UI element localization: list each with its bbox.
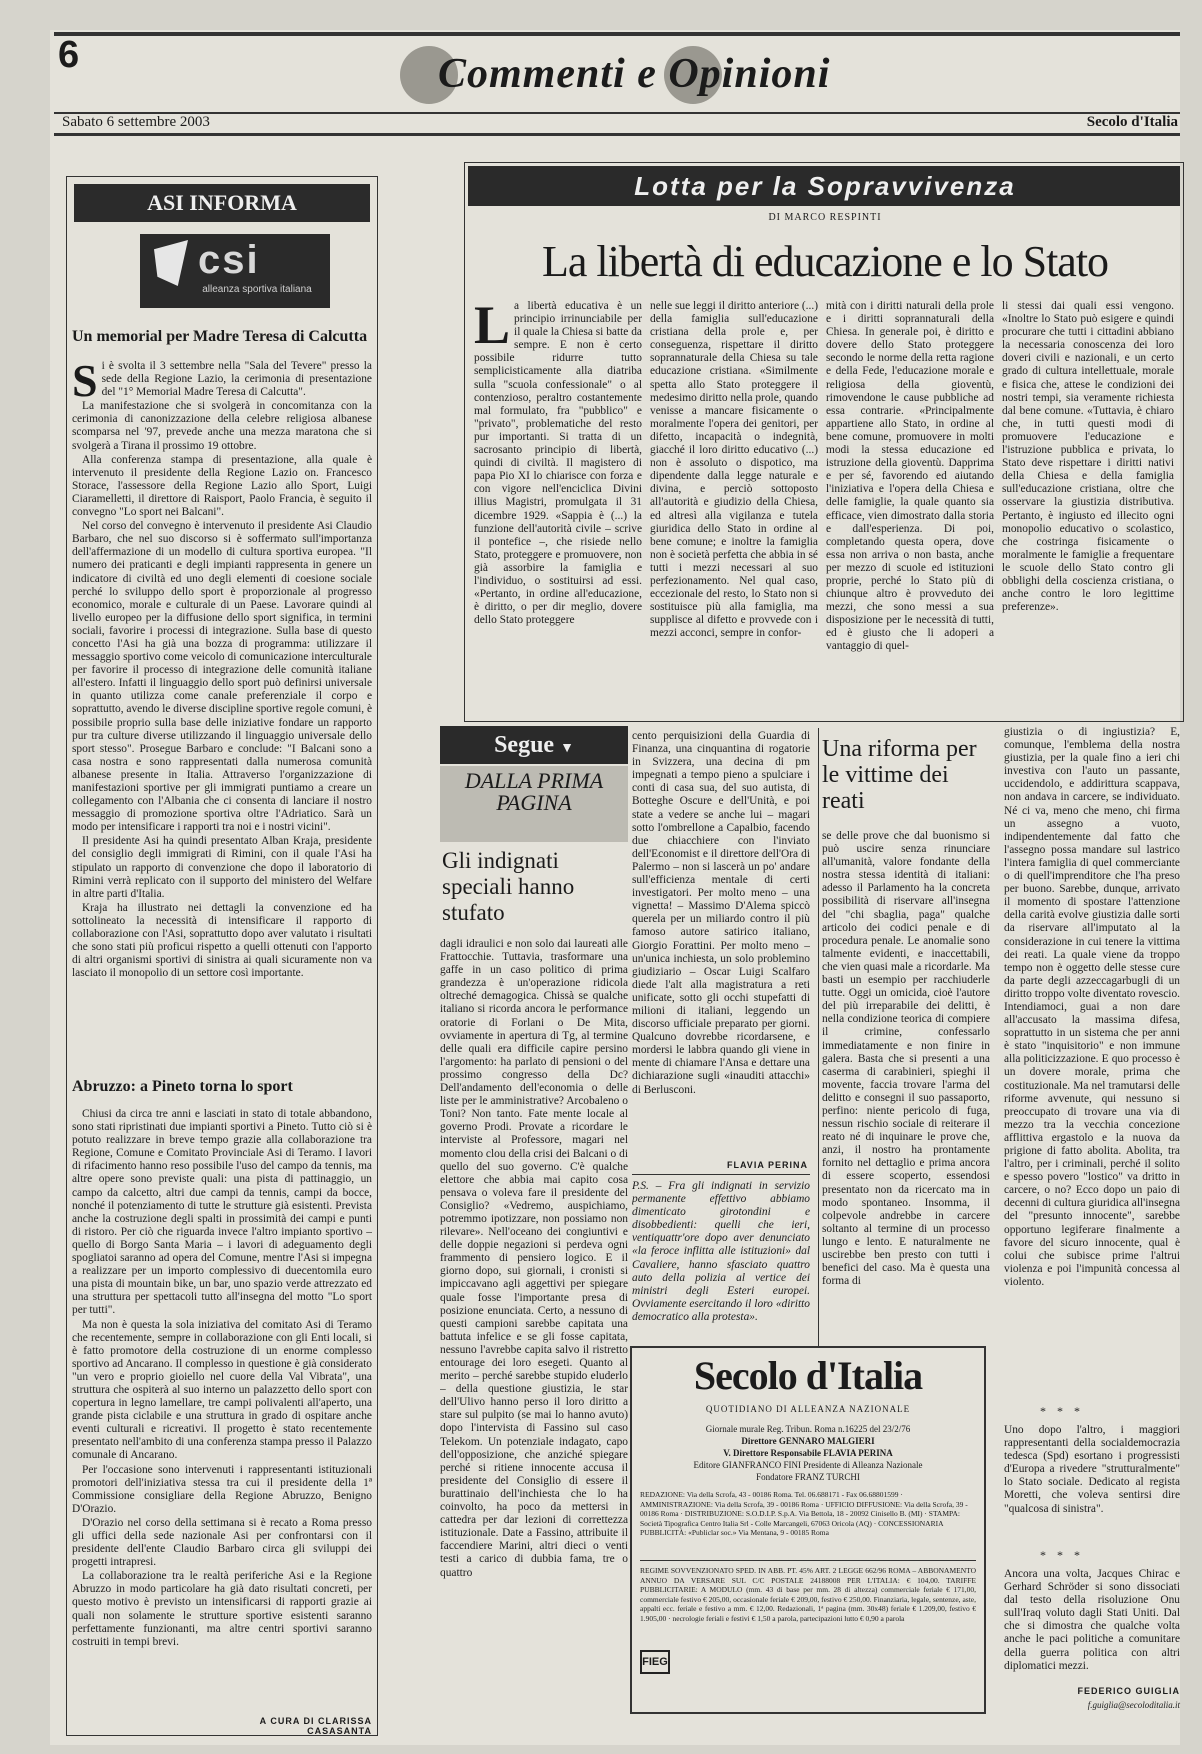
segue-signature: FLAVIA PERINA <box>726 1160 808 1170</box>
column-text: cento perquisizioni della Guardia di Finanza, una cinquantina di rogatorie in Svizzera, una decina di pm impegnati a tempo pieno a spulciare i conti di casa sua, del suo autista, di Botteghe Oscure e dell'Unità, e poi state a vedere se anche lui – magari sotto l'ombrellone a Capalbio, facendo due chiacchiere con l'inviato dell'Economist e il direttore dell'Ora di Palermo – non si lascerà un po' andare sull'efficienza mentale di certi investigatori. Per molto meno – una vignetta! – Massimo D'Alema spiccò querela per un miliardo contro il più famoso autore satirico italiano, Giorgio Forattini. Per molto meno – un'unica inchiesta, un solo problemino giudiziario – Oscar Luigi Scalfaro diede l'alt alla magistratura a reti unificate, sotto gli occhi stupefatti di milioni di italiani, leggendo un discorso ufficiale preparato per giorni. Qualcuno dovrebbe ricordarsene, e mordersi le labbra quando gli viene in mente di chiamare l'Ansa e dettare una dichiarazione sugli «inauditi attacchi» di Berlusconi. <box>632 730 810 1096</box>
paragraph: Nel corso del convegno è intervenuto il presidente Asi Claudio Barbaro, che nel suo discorso si è soffermato sull'importanza dell'affermazione di un modello di cultura sportiva europea. "Il numero dei praticanti e degli impianti rappresenta in genere un indicatore di civiltà ed uno degli elementi di coesione sociale perché lo sviluppo dello sport è proporzionale al progresso economico, morale e culturale di un Paese. Lavorare quindi al livello europeo per la diffusione dello sport significa, in termini sociali, favorire i processi di integrazione. Sulla base di questo concetto l'Asi ha già una bozza di programma: utilizzare il messaggio sportivo come veicolo di comunicazione interculturale per favorire il processo di integrazione delle comunità italiane all'estero. Infatti il linguaggio dello sport può definirsi universale in quanto utilizza come canale preferenziale il corpo e soprattutto, avendo le diverse discipline sportive regole comuni, è possibile proprio sulla base delle iniziative fondare un rapporto pur tra culture diverse utilizzando il linguaggio universale dello sport stesso". Prosegue Barbaro e conclude: "I Balcani sono a casa nostra e sono rappresentati dalla numerosa comunità albanese presente in Italia. Attraverso l'organizzazione di manifestazioni sportive per gli immigrati puntiamo a creare un collegamento con l'Albania che ci consenta di lanciare il nostro messaggio di promozione sportiva oltre l'Adriatico. Sarà un modo per intensificare i rapporti tra noi e i nostri vicini". <box>72 520 372 834</box>
column-text: Ancora una volta, Jacques Chirac e Gerhard Schröder si sono dissociati dal testo della risoluzione Onu sull'Iraq voluto dagli Stati Uniti. Dal che si dimostra che qualche volta anche le paci politiche a comunitare della guerra politica con altri diplomatici mezzi. <box>1004 1568 1180 1672</box>
asi-logo-mark: csi <box>198 238 260 282</box>
asi-logo-tag: alleanza sportiva italiana <box>202 284 312 295</box>
column-divider <box>818 728 819 1348</box>
riforma-column-3 <box>1004 1424 1180 1540</box>
segue-column-2 <box>632 730 810 1158</box>
column-text: a libertà educativa è un principio irrinunciabile per il quale la Chiesa si batte da sempre. E non è certo possibile ridurre tutto semplicisticamente alla diatriba sulla "scuola confessionale" o al contenzioso, peraltro costantemente mal formulato, fra "pubblico" e "privato", problematiche del resto pur importanti. Si tratta di un sacrosanto principio di libertà, quindi di civiltà. Il magistero di papa Pio XI lo chiarisce con forza e con vigore nell'enciclica Divini illius Magistri, promulgata il 31 dicembre 1929. «Sappia è (...) la funzione dell'autorità civile – scrive il pontefice –, che risiede nello Stato, proteggere e promuovere, non già assorbire la famiglia e l'individuo, o sostituirsi ad essi. «Pertanto, in ordine all'educazione, è diritto, o per dir meglio, dovere dello Stato proteggere <box>474 300 642 627</box>
section-masthead <box>400 40 860 110</box>
segue-banner <box>440 726 628 764</box>
feature-title: La libertà di educazione e lo Stato <box>541 237 1109 286</box>
segue-postscript <box>632 1180 810 1330</box>
section-title: Commenti e Opinioni <box>438 51 831 97</box>
drop-cap: L <box>474 300 511 355</box>
colophon-title: Secolo d'Italia <box>693 1353 923 1398</box>
feature-kicker: Lotta per la Sopravvivenza <box>634 171 1016 201</box>
column-text: mità con i diritti naturali della prole e i diritti soprannaturali della Chiesa. In generale poi, è diritto e dovere dello Stato proteggere secondo le norme della retta ragione e della Fede, l'educazione morale e religiosa della gioventù, rimovendone le cause pubbliche ad essa contrarie. «Principalmente appartiene allo Stato, in ordine al bene comune, promuovere in molti modi la stessa educazione ed istruzione della gioventù. Dapprima e per sé, favorendo ed aiutando l'iniziativa e l'opera della Chiesa e delle famiglie, la quale quanto sia efficace, vien dimostrato dalla storia e dall'esperienza. Di poi, completando questa opera, dove essa non arriva o non basta, anche per mezzo di scuole ed istituzioni proprie, perché lo Stato più di chiunque altro è provveduto dei mezzi, che sono messi a sua disposizione per le necessità di tutti, ed è giusto che li adoperi a vantaggio di quel- <box>826 300 994 653</box>
segue-column-1 <box>440 938 628 1714</box>
from-front-page-label: DALLA PRIMA PAGINA <box>440 766 628 842</box>
colophon-details: REDAZIONE: Via della Scrofa, 43 - 00186 Roma. Tel. 06.688171 - Fax 06.68801599 · AMMINISTRAZIONE: Via della Scrofa, 39 - 00186 Roma · UFFICIO DIFFUSIONE: Via della Scrofa, 39 - 00186 Roma · DISTRIBUZIONE: S.O.D.I.P. S.p.A. Via Bettola, 18 - 20092 Cinisello B. (MI) · STAMPA: Società Tipografica Centro Italia Srl - Colle Marcangeli, 67063 Oricola (AQ) · CONCESSIONARIA PUBBLICITÀ: «Publiclar soc.» Via Mentana, 9 - 00185 Roma <box>640 1490 968 1537</box>
colophon-line: Giornale murale Reg. Tribun. Roma n.16225 del 23/2/76 <box>705 1424 911 1434</box>
paragraph: Ma non è questa la sola iniziativa del comitato Asi di Teramo che recentemente, sempre in collaborazione con gli Enti locali, si è fatto promotore della costruzione di un enorme complesso sportivo ad Ancarano. Il complesso in questione è già considerato "un vero e proprio gioiello nel cuore della Val Vibrata", una struttura che ospiterà al suo interno un palazzetto dello sport con copertura in legno lamellare, tre campi polivalenti all'aperto, una grande pista ciclabile e una struttura in grado di ospitare anche eventi culturali e ricreativi. Il progetto è stato recentemente presentato nell'ambito di una conferenza stampa presso il Palazzo comunale di Ancarano. <box>72 1318 372 1462</box>
riforma-column-1 <box>822 830 990 1346</box>
segue-label: Segue <box>494 732 555 758</box>
separator-stars: * * * <box>1040 1548 1084 1562</box>
feature-column-3 <box>826 300 994 716</box>
paragraph: i è svolta il 3 settembre nella "Sala del Tevere" presso la sede della Regione Lazio, la cerimonia di presentazione del "1° Memorial Madre Teresa di Calcutta". <box>101 360 372 399</box>
feature-column-2 <box>650 300 818 716</box>
header-rule <box>54 112 1180 114</box>
article-title: Abruzzo: a Pineto torna lo sport <box>72 1078 293 1095</box>
column-text: nelle sue leggi il diritto anteriore (...) della famiglia sull'educazione cristiana della prole e, per conseguenza, rispettare il diritto soprannaturale della Chiesa su tale educazione cristiana. «Similmente spetta allo Stato proteggere il medesimo diritto nella prole, quando venisse a mancare fisicamente o moralmente l'opera dei genitori, per difetto, incapacità o indegnità, giacché il loro diritto educativo (...) non è assoluto o dispotico, ma dipendente dalla legge naturale e divina, e perciò sottoposto all'autorità e giudizio della Chiesa, ed altresì alla vigilanza e tutela giuridica dello Stato in ordine al bene comune; e inoltre la famiglia non è società perfetta che abbia in sé tutti i mezzi necessari al suo perfezionamento. Nel qual caso, eccezionale del resto, lo Stato non si sostituisce più alla famiglia, ma supplisce al difetto e provvede con i mezzi acconci, sempre in confor- <box>650 300 818 640</box>
colophon-subtitle: QUOTIDIANO DI ALLEANZA NAZIONALE <box>705 1404 911 1414</box>
drop-cap: S <box>72 360 98 406</box>
article-body <box>72 360 372 1050</box>
colophon-line: Direttore GENNARO MALGIERI <box>741 1436 875 1446</box>
postscript-text: P.S. – Fra gli indignati in servizio permanente effettivo abbiamo dimenticato girotondini e disobbedienti: quelli che ieri, ventiquattr'ore dopo aver denunciato «la feroce inflitta alle istituzioni» dal Cavaliere, hanno sfasciato quattro auto della polizia al vertice dei ministri degli Esteri europei. Ovviamente esercitando il loro «diritto democratico alla protesta». <box>632 1180 810 1323</box>
arrow-down-icon: ▼ <box>560 741 574 756</box>
paragraph: D'Orazio nel corso della settimana si è recato a Roma presso gli uffici della sede nazionale Asi per confrontarsi con il presidente dell'ente Claudio Barbaro circa gli sviluppi dei progetti intrapresi. <box>72 1516 372 1569</box>
column-text: se delle prove che dal buonismo si può uscire senza rinunciare all'umanità, valore fondante della nostra stessa identità di italiani: adesso il Parlamento ha la concreta possibilità di riservare all'insegna del "chi sbaglia, paga" qualche articolo dei codici penale e di procedura penale. Le anomalie sono talmente evidenti, e inaccettabili, che vien quasi male a ricordarle. Ma basti un esempio per racchiuderle tutte. Oggi un omicida, cioè l'autore del più irreparabile dei delitti, è nella condizione teorica di compiere il crimine, confessarlo immediatamente e non finire in galera. Basta che si presenti a una caserma di carabinieri, spieghi il movente, faccia trovare l'arma del delitto e consegni il suo passaporto, perfino: niente pericolo di fuga, nessun rischio sociale di reiterare il reato né di inquinare le prove che, anzi, il nostro ha prontamente fornito nel dettaglio e prima ancora di essere scoperto, essendosi presentato non da ricercato ma in modo spontaneo. Insomma, il colpevole andrebbe in carcere soltanto al termine di un processo lungo e lento. E naturalmente ne uscirebbe ben presto con tutti i benefici del caso. Ma è questa una forma di <box>822 830 990 1288</box>
page-number: 6 <box>58 34 80 76</box>
article-title: Un memorial per Madre Teresa di Calcutta <box>72 328 368 345</box>
riforma-email: f.guiglia@secoloditalia.it <box>1087 1700 1180 1710</box>
colophon-line: V. Direttore Responsabile FLAVIA PERINA <box>723 1448 893 1458</box>
paragraph: La collaborazione tra le realtà periferiche Asi e la Regione Abruzzo in modo particolare ha già dato risultati concreti, per questo motivo è previsto un intensificarsi di rapporti grazie ai quali non solamente le strutture sportive esistenti saranno perfettamente funzionanti, ma altre centri sportivi saranno costruiti in tempi brevi. <box>72 1570 372 1648</box>
riforma-column-2 <box>1004 726 1180 1376</box>
paragraph: Per l'occasione sono intervenuti i rappresentanti istituzionali promotori dell'iniziativa stessa tra cui il presidente della 1ª Commissione consigliare della Regione Abruzzo, Benigno D'Orazio. <box>72 1463 372 1515</box>
colophon-line: Fondatore FRANZ TURCHI <box>756 1472 860 1482</box>
paragraph: La manifestazione che si svolgerà in concomitanza con la cerimonia di canonizzazione della celebre religiosa albanese scomparsa nel '97, prevede anche una mezza maratona che si svolgerà a Tirana il prossimo 19 ottobre. <box>72 400 372 452</box>
paper-name: Secolo d'Italia <box>1086 114 1178 130</box>
article-signature: A CURA DI CLARISSA CASASANTA <box>259 1716 372 1736</box>
asi-banner: ASI INFORMA <box>74 184 370 222</box>
segue-title: Gli indignati speciali hanno stufato <box>442 848 575 925</box>
header-rule-bottom <box>54 133 1180 136</box>
feature-column-1 <box>474 300 642 716</box>
dateline: Sabato 6 settembre 2003 <box>62 114 210 130</box>
colophon-subscriptions: REGIME SOVVENZIONATO SPED. IN ABB. PT. 45% ART. 2 LEGGE 662/96 ROMA – ABBONAMENTO ANNUO DA VERSARE SUL C/C POSTALE 24188008 PER L'ITALIA: € 104,00. TARIFFE PUBBLICITARIE: A MODULO (mm. 43 di base per mm. 28 di altezza) commerciale feriale € 171,00, commerciale festivo € 205,00, occasionale feriale € 209,00, festivo € 250,00. Finanziaria, legale, sentenze, aste, appalti ecc. feriale e festivo a mm. € 12,00. Redazionali, 1ª pagina (mm. 30x48) feriale € 1.209,00, festivo € 1.905,00 · necrologie feriali e festivi € 1,50 a parola, partecipazioni lutto € 0,90 a parola <box>640 1566 976 1623</box>
column-text: li stessi dai quali essi vengono. «Inoltre lo Stato può esigere e quindi procurare che tutti i cittadini abbiano la necessaria conoscenza dei loro doveri civili e nazionali, e un certo grado di cultura intellettuale, morale e fisica che, attese le condizioni dei nostri tempi, sia veramente richiesta dal bene comune. «Tuttavia, è chiaro che, in tutti questi modi di promuovere l'educazione e l'istruzione pubblica e privata, lo Stato deve rispettare i diritti nativi della Chiesa e della famiglia sull'educazione cristiana, oltre che osservare la giustizia distributiva. Pertanto, è ingiusto ed illecito ogni monopolio educativo o scolastico, che costringa fisicamente o moralmente le famiglie a frequentare le scuole dello Stato contro gli obblighi della coscienza cristiana, o anche contro le loro legittime preferenze». <box>1002 300 1174 614</box>
colophon-line: Editore GIANFRANCO FINI Presidente di Alleanza Nazionale <box>693 1460 923 1470</box>
riforma-signature: FEDERICO GUIGLIA <box>1077 1686 1180 1696</box>
riforma-title: Una riforma per le vittime dei reati <box>822 736 977 814</box>
article-body <box>72 1108 372 1706</box>
paragraph: Il presidente Asi ha quindi presentato Alban Kraja, presidente del consiglio degli immigrati di Rimini, con il quale l'Asi ha stipulato un rapporto di convenzione che dopo il laboratorio di Rimini verrà replicato con il supporto del ministero del Welfare in altre parti d'Italia. <box>72 835 372 900</box>
top-rule <box>54 32 1180 36</box>
separator-stars: * * * <box>1040 1404 1084 1418</box>
colophon-rule <box>640 1560 976 1561</box>
column-text: dagli idraulici e non solo dai laureati alle Frattocchie. Tuttavia, trasformare una gaffe in un caso politico di prima grandezza è un'operazione ridicola oltreché demagogica. Chissà se qualche italiano si ricorda ancora le performance oratorie di Forlani o De Mita, ovviamente in apertura di Tg, al termine delle quali era difficile capire persino l'argomento: ha parlato di pensioni o del prossimo congresso della Dc? Dell'andamento dell'economia o delle liste per le amministrative? Arcobaleno o Toni? Non tanto. Fate mente locale al governo Prodi. Provate a ricordare le interviste al Professore, magari nel momento clou della crisi dei Balcani o di quello del suo governo. C'è qualche elettore che abbia mai capito cosa pensava o voleva fare il presidente del Consiglio? «Vedremo, auspichiamo, potremmo ipotizzare, non possiamo non rilevare». Nell'oceano dei congiuntivi e delle doppie negazioni si perdeva ogni frammento di pensiero logico. E il giorno dopo, sui giornali, i cronisti si impiccavano agli aggettivi per spiegare quale fosse l'importante presa di posizione enunciata. Certo, a nessuno di questi campioni sarebbe capitata una battuta infelice e se gli fosse capitata, nessuno l'avrebbe capita salvo il ristretto entourage dei loro esegeti. Quanto al merito – perché sarebbe stupido eluderlo – della questione giustizia, le star dell'Ulivo hanno perso il loro diritto a stare sul pulpito (se mai lo hanno avuto) dopo l'intervista di Fassino sul caso Telekom. Un potenziale indagato, capo dell'opposizione, che anziché spiegare perché si ritiene innocente accusa il presidente del Consiglio di essere il burattinaio dell'inchiesta che lo ha coinvolto, ha poco da mettersi in cattedra per dar lezioni di correttezza istituzionale. Date a Fassino, attribuite il faccendiere Marini, altri dieci o venti testi a carico di dubbia fama, tre o quattro <box>440 938 628 1579</box>
column-text: giustizia o di ingiustizia? E, comunque, l'emblema della nostra giustizia, per la quale fino a ieri chi investiva con l'auto un passante, uccidendolo, e addirittura scappava, non andava in carcere, se individuato. Né ci va, meno che meno, chi firma un assegno a vuoto, indipendentemente dal fatto che l'assegno possa mandare sul lastrico l'intera famiglia di quel commerciante o di quell'imprenditore che l'ha preso per buono. Sarebbe, dunque, arrivato il momento di spostare l'attenzione della carità evolve giustizia dalle sorti da riservare all'imputato al la considerazione in cui tenere la vittima dei reati. La quale viene da troppo tempo non è oggetto delle stesse cure da parte degli azzeccagarbugli di un diritto troppo volte diventato rovescio. Intendiamoci, guai a non dare all'accusato la massima difesa, soprattutto in un sistema che per anni è stato "inquisitorio" e non immune alla politicizzazione. E quo processo è un dovere morale, prima che costituzionale. Ma nel tramutarsi delle riforme avvenute, qui nessuno si preoccupato di trovare una via di mezzo tra la vecchia concezione afflittiva ergastolo e la nuova da prigione di fatto abolita. Abolita, tra l'altro, per i criminali, perché il solito e spesso povero "lostico" va dritto in carcere, o no? Ecco dopo un paio di decenni di cultura giuridica all'insegna del "presunto innocente", sarebbe opportuno legiferare finalmente a favore del sicuro innocente, qual è colui che subisce prime l'altrui violenza e poi l'impunità concessa al violento. <box>1004 726 1180 1288</box>
feature-byline: DI MARCO RESPINTI <box>768 212 882 223</box>
asi-logo <box>140 234 330 308</box>
leaf-icon <box>154 240 188 286</box>
ps-rule <box>632 1174 810 1175</box>
column-text: Uno dopo l'altro, i maggiori rappresentanti della socialdemocrazia tedesca (Spd) esortano i progressisti d'Europa a rivedere "strutturalmente" lo Stato sociale. Dedicato al regista Moretti, che voleva sentirsi dire "qualcosa di sinistra". <box>1004 1424 1180 1515</box>
paragraph: Chiusi da circa tre anni e lasciati in stato di totale abbandono, sono stati ripristinati due impianti sportivi a Pineto. Tutto ciò si è potuto realizzare in breve tempo grazie alla collaborazione tra Regione, Comune e Comitato Provinciale Asi di Teramo. I lavori di rifacimento hanno reso possibile l'uso del campo da tennis, ma altre opere sono previste quali: una pista di pattinaggio, un campo da calcetto, altri due campi da tennis, campi da bocce, nonché il potenziamento di tutte le strutture già esistenti. Prevista anche la costruzione degli spalti in prossimità dei campi e punti di ristoro. Per ciò che riguarda invece l'altro impianto sportivo – quello di Borgo Santa Maria – i lavori di adeguamento degli spogliatoi saranno ad opera del Comune, mentre l'Asi si impegna a realizzare per un importo complessivo di duecentomila euro una pista di mountain bike, un bar, uno spazio verde attrezzato ed una struttura per spettacoli tutto all'insegna del motto "Lo sport per tutti". <box>72 1108 372 1317</box>
paragraph: Kraja ha illustrato nei dettagli la convenzione ed ha sottolineato la necessità di intensificare il rapporto di collaborazione con l'Asi, soprattutto dopo aver valutato i risultati che sono stati più proficui rispetto a quelli ottenuti con l'apporto di altri organismi sportivi di sinistra ai quali sicuramente non va lasciato il monopolio di un settore così importante. <box>72 901 372 980</box>
fieg-logo: FIEG <box>640 1650 670 1674</box>
riforma-column-4 <box>1004 1568 1180 1680</box>
paragraph: Alla conferenza stampa di presentazione, alla quale è intervenuto il presidente della Regione Lazio on. Francesco Storace, l'assessore della Regione Lazio allo Sport, Luigi Ciaramelletti, il direttore di Raisport, Paolo Francia, è seguito il convegno "Lo sport nei Balcani". <box>72 453 372 519</box>
feature-column-4 <box>1002 300 1174 716</box>
